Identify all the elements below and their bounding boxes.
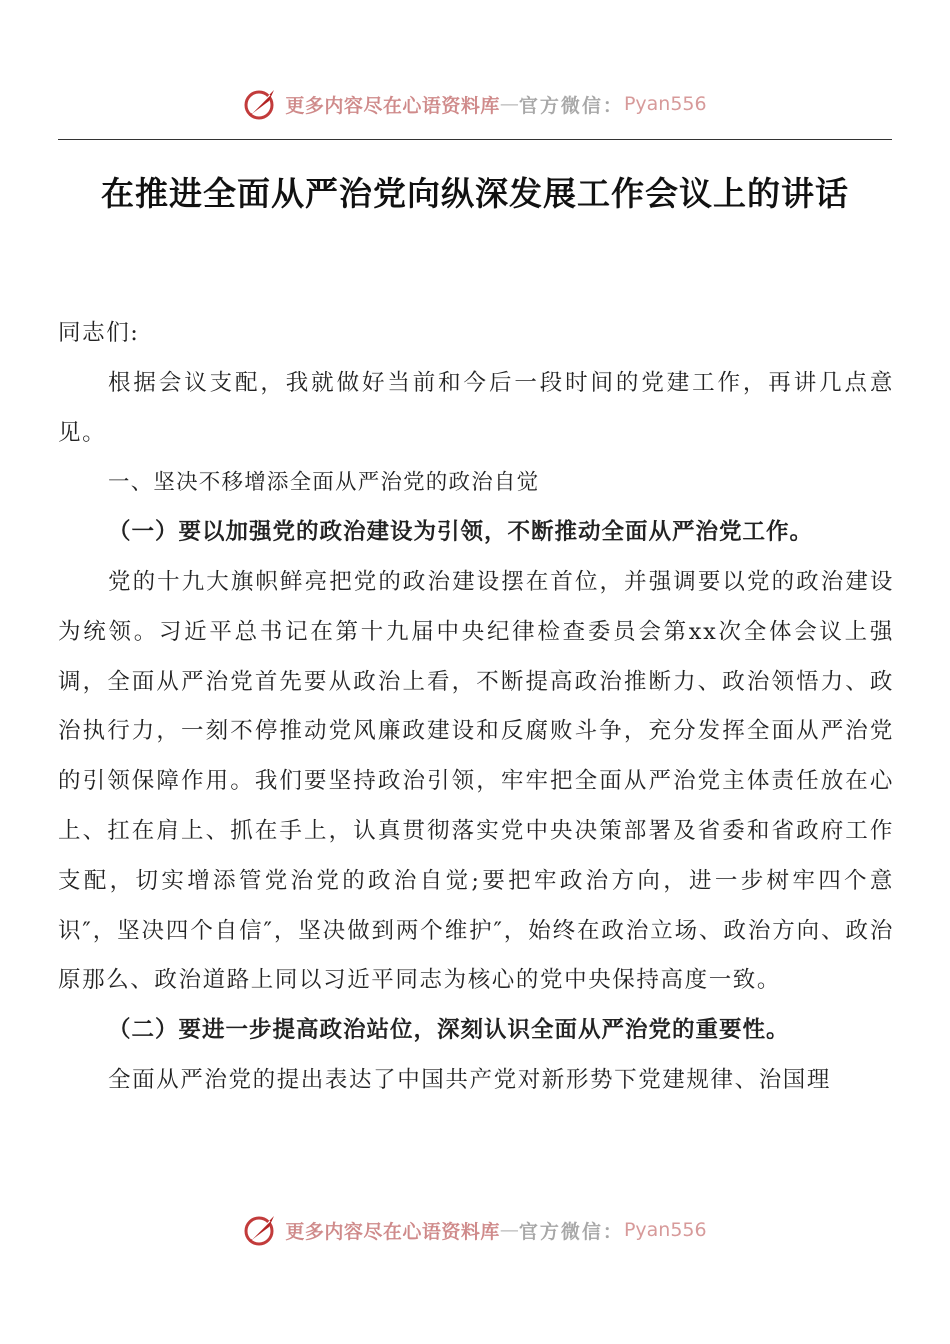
body-paragraph-1: 党的十九大旗帜鲜亮把党的政治建设摆在首位，并强调要以党的政治建设为统领。习近平总书记在第十九届中央纪律检查委员会第xx次全体会议上强调，全面从严治党首先要从政治上看，不断提高政治推断力、政治领悟力、政治执行力，一刻不停推动党风廉政建设和反腐败斗争，充分发挥全面从严治党的引领保障作用。我们要坚持政治引领，牢牢把全面从严治党主体责任放在心上、扛在肩上、抓在手上，认真贯彻落实党中央决策部署及省委和省政府工作支配，切实增添管党治党的政治自觉;要把牢政治方向，进一步树牢四个意识″，坚决四个自信″，坚决做到两个维护″，始终在政治立场、政治方向、政治原那么、政治道路上同以习近平同志为核心的党中央保持高度一致。 (58, 568, 894, 994)
subsection-heading-2: （二）要进一步提高政治站位，深刻认识全面从严治党的重要性。 (108, 1017, 790, 1044)
document-title: 在推进全面从严治党向纵深发展工作会议上的讲话 (101, 174, 849, 213)
banner-wechat-id: Pyan556 (623, 93, 707, 115)
banner-wechat-label: 官方微信： (518, 94, 624, 117)
section-heading-1: 一、坚决不移增添全面从严治党的政治自觉 (108, 470, 540, 496)
header-divider (58, 139, 892, 140)
banner-site-name: 更多内容尽在心语资料库 (285, 94, 500, 117)
banner-site-name: 更多内容尽在心语资料库 (285, 1220, 500, 1243)
footer-banner (0, 1208, 950, 1252)
document-body (58, 309, 894, 1106)
banner-separator: — (499, 93, 519, 115)
body-paragraph-2: 全面从严治党的提出表达了中国共产党对新形势下党建规律、治国理 (108, 1066, 832, 1093)
banner-wechat-label: 官方微信： (518, 1220, 624, 1243)
intro-paragraph: 根据会议支配，我就做好当前和今后一段时间的党建工作，再讲几点意见。 (58, 369, 894, 446)
quill-logo-icon (243, 1212, 279, 1248)
banner-wechat-id: Pyan556 (623, 1219, 707, 1241)
quill-logo-icon (243, 86, 279, 122)
header-banner (0, 82, 950, 126)
salutation: 同志们: (58, 320, 140, 346)
banner-separator: — (499, 1219, 519, 1241)
subsection-heading-1: （一）要以加强党的政治建设为引领，不断推动全面从严治党工作。 (108, 519, 814, 546)
